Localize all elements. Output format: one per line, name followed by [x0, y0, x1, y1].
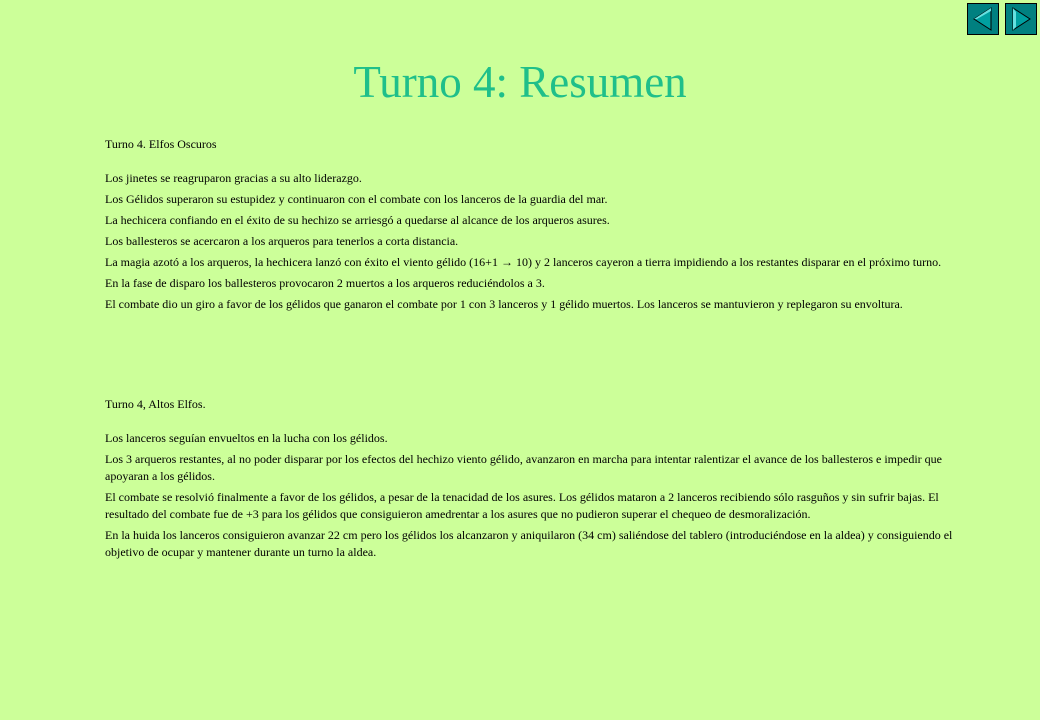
paragraph: La hechicera confiando en el éxito de su hechizo se arriesgó a quedarse al alcance de los arqueros asures. [105, 213, 610, 227]
section-heading-high-elves: Turno 4, Altos Elfos. [105, 397, 206, 411]
paragraph: Los ballesteros se acercaron a los arqueros para tenerlos a corta distancia. [105, 234, 459, 248]
navigation-buttons [967, 3, 1037, 35]
paragraph: El combate se resolvió finalmente a favor de los gélidos, a pesar de la tenacidad de los asures. Los gélidos mataron a 2 lanceros recibiendo sólo rasguños y sin sufrir bajas. El resultado del combate fue de +3 para los gélidos que consiguieron amedrentar a los asures que no pudieron superar el chequeo de desmoralización. [105, 490, 939, 521]
paragraph: Los Gélidos superaron su estupidez y continuaron con el combate con los lanceros de la guardia del mar. [105, 192, 608, 206]
paragraph: La magia azotó a los arqueros, la hechicera lanzó con éxito el viento gélido (16+1 → 10) y 2 lanceros cayeron a tierra impidiendo a los restantes disparar en el próximo turno. [105, 255, 942, 269]
arrow-left-icon [970, 6, 996, 32]
summary-content [105, 136, 975, 565]
paragraph: Los 3 arqueros restantes, al no poder disparar por los efectos del hechizo viento gélido, avanzaron en marcha para intentar ralentizar el avance de los ballesteros e impedir que apoyaran a los gélidos. [105, 452, 942, 483]
paragraph: Los jinetes se reagruparon gracias a su alto liderazgo. [105, 171, 362, 185]
page-title: Turno 4: Resumen [353, 57, 687, 107]
section-heading-dark-elves: Turno 4. Elfos Oscuros [105, 137, 217, 151]
paragraph: El combate dio un giro a favor de los gélidos que ganaron el combate por 1 con 3 lanceros y 1 gélido muertos. Los lanceros se mantuvieron y replegaron su envoltura. [105, 297, 903, 311]
paragraph: En la huida los lanceros consiguieron avanzar 22 cm pero los gélidos los alcanzaron y aniquilaron (34 cm) saliéndose del tablero (introduciéndose en la aldea) y consiguiendo el objetivo de ocupar y mantener durante un turno la aldea. [105, 528, 953, 559]
previous-slide-button[interactable] [967, 3, 999, 35]
paragraph: Los lanceros seguían envueltos en la lucha con los gélidos. [105, 431, 388, 445]
next-slide-button[interactable] [1005, 3, 1037, 35]
paragraph: En la fase de disparo los ballesteros provocaron 2 muertos a los arqueros reduciéndolos a 3. [105, 276, 545, 290]
arrow-right-icon [1008, 6, 1034, 32]
section-spacer [105, 317, 975, 396]
